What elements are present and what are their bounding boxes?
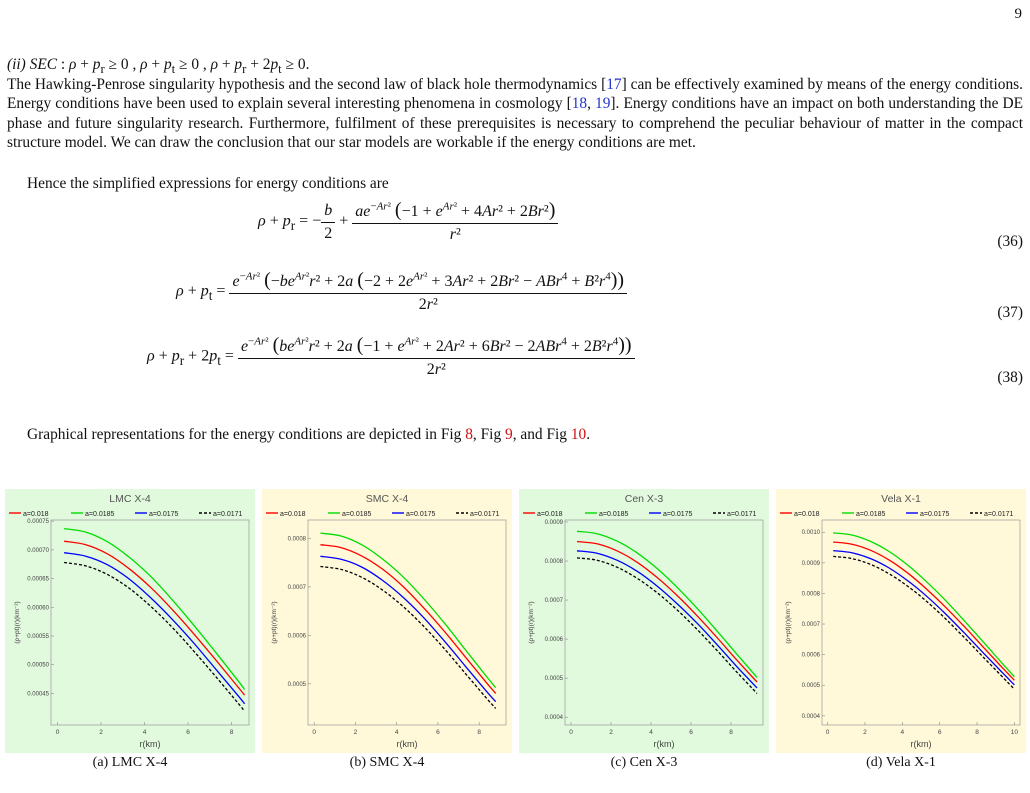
y-axis-label: (ρ+pt)(r)(km⁻²) — [528, 601, 535, 644]
equation-36: $\rho + p_r$ = − $\frac{b}{2}$ + $\frac{ae^{-Ar^2} (-1 + e^{Ar^2} + 4Ar^2 + 2Br^2)}{\text{r²}}$ — [258, 200, 558, 244]
simplified-expressions-intro: Hence the simplified expressions for energy conditions are — [27, 175, 389, 192]
y-axis-label: (ρ+pt)(r)(km⁻²) — [271, 601, 278, 644]
x-axis-label: r(km) — [910, 739, 932, 749]
legend-label: a=0.0171 — [470, 511, 500, 518]
legend-label: a=0.0171 — [984, 511, 1014, 518]
y-tick-label: 0.0005 — [801, 683, 820, 690]
graphical-representation-sentence: Graphical representations for the energy conditions are depicted in Fig 8, Fig 9, and Fig 10. — [27, 426, 591, 443]
x-tick-label: 8 — [975, 729, 979, 736]
y-axis-label: (ρ+pt)(r)(km⁻²) — [785, 601, 792, 644]
x-tick-label: 4 — [394, 729, 399, 736]
caption-cen-x3: (c) Cen X-3 — [610, 755, 678, 770]
x-tick-label: 4 — [649, 729, 653, 736]
x-tick-label: 6 — [689, 729, 693, 736]
x-tick-label: 0 — [55, 729, 60, 736]
chart-cen-x3 — [519, 489, 769, 753]
chart-title: LMC X-4 — [109, 493, 151, 505]
equation-38: $\rho + p_r + 2p_t$ = $e^{-Ar^2}$ ($be^{Ar^2}r^2 + 2a$ $(-1 + e^{Ar^2} + 2Ar^2 + 6Br^2 - 2ABr^4 + 2B^2r^4)$) 2r² — [147, 335, 635, 379]
figure-panel-vela-x1 — [776, 489, 1026, 770]
legend-label: a=0.018 — [280, 511, 306, 518]
y-tick-label: 0.00050 — [27, 662, 49, 669]
y-tick-label: 0.0006 — [544, 637, 563, 644]
x-tick-label: 6 — [186, 729, 190, 736]
legend-label: a=0.0185 — [856, 511, 886, 518]
energy-conditions-paragraph: The Hawking-Penrose singularity hypothesis and the second law of black hole thermodynamics [17] can be effectively examined by means of the energy conditions. Energy conditions have been used to explain several interesting phenomena in cosmology [18, 19]. Energy conditions have an impact on both understanding the DE phase and future singularity research. Furthermore, fulfilment of these prerequisites is necessary to comprehend the peculiar behaviour of matter in the compact structure model. We can draw the conclusion that our star models are workable if the energy conditions are met. — [7, 76, 1024, 152]
y-tick-label: 0.0006 — [287, 633, 306, 640]
chart-background — [519, 489, 769, 753]
y-tick-label: 0.00060 — [27, 605, 49, 612]
chart-title: Cen X-3 — [624, 493, 664, 505]
legend-label: a=0.0175 — [149, 511, 179, 518]
y-tick-label: 0.0008 — [544, 559, 563, 565]
y-tick-label: 0.0007 — [287, 584, 306, 591]
legend-label: a=0.018 — [23, 511, 49, 518]
x-tick-label: 6 — [937, 729, 942, 736]
legend-label: a=0.0175 — [663, 511, 693, 518]
x-tick-label: 10 — [1010, 729, 1019, 736]
y-tick-label: 0.00045 — [27, 691, 49, 698]
x-axis-label: r(km) — [139, 739, 161, 749]
figure-ref-10[interactable]: 10 — [570, 426, 587, 443]
figure-panel-smc-x4 — [262, 489, 512, 770]
equation-37: $\rho + p_t$ = $e^{-Ar^2}$ ($-be^{Ar^2}r^2 + 2a$ $(-2 + 2e^{Ar^2} + 3Ar^2 + 2Br^2 - ABr^4 + B^2r^4)$) 2r² — [176, 270, 627, 314]
figure-panel-lmc-x4 — [5, 489, 255, 770]
legend-label: a=0.018 — [794, 511, 820, 518]
caption-lmc-x4: (a) LMC X-4 — [92, 755, 168, 770]
caption-vela-x1: (d) Vela X-1 — [866, 755, 936, 770]
x-tick-label: 0 — [312, 729, 316, 736]
y-tick-label: 0.0007 — [801, 622, 820, 629]
legend-label: a=0.0175 — [406, 511, 436, 518]
y-tick-label: 0.00075 — [27, 519, 49, 526]
chart-background — [262, 489, 512, 753]
x-tick-label: 8 — [477, 729, 481, 736]
legend-label: a=0.0171 — [727, 511, 757, 518]
y-tick-label: 0.0009 — [801, 560, 820, 567]
chart-lmc-x4 — [5, 489, 255, 753]
x-axis-label: r(km) — [653, 739, 675, 749]
x-tick-label: 8 — [729, 729, 733, 736]
x-tick-label: 0 — [825, 729, 830, 736]
y-tick-label: 0.0010 — [801, 530, 820, 537]
x-tick-label: 4 — [900, 729, 905, 736]
y-tick-label: 0.00055 — [27, 633, 49, 640]
sec-conditions: $\rho + p_r \ge 0$ , $\rho + p_t \ge 0$ , $\rho + p_r + 2p_t \ge 0$. — [69, 56, 310, 77]
x-tick-label: 2 — [609, 729, 613, 736]
caption-smc-x4: (b) SMC X-4 — [349, 755, 425, 770]
legend-label: a=0.0171 — [213, 511, 243, 518]
equation-number-38: (38) — [997, 369, 1023, 386]
legend-label: a=0.018 — [537, 511, 563, 518]
legend-label: a=0.0185 — [342, 511, 372, 518]
page-number: 9 — [1014, 6, 1022, 22]
legend-label: a=0.0175 — [920, 511, 950, 518]
figure-panel-cen-x3 — [519, 489, 769, 770]
chart-vela-x1 — [776, 489, 1026, 753]
y-tick-label: 0.0005 — [287, 681, 306, 688]
x-axis-label: r(km) — [396, 739, 418, 749]
citation-17[interactable]: 17 — [606, 76, 622, 93]
y-tick-label: 0.00070 — [27, 547, 49, 554]
figure-ref-9[interactable]: 9 — [505, 426, 513, 443]
x-tick-label: 8 — [229, 729, 234, 736]
x-tick-label: 2 — [353, 729, 358, 736]
x-tick-label: 4 — [142, 729, 147, 736]
y-tick-label: 0.0004 — [801, 713, 820, 720]
figure-ref-8[interactable]: 8 — [465, 426, 473, 443]
equation-number-36: (36) — [997, 233, 1023, 250]
chart-title: SMC X-4 — [365, 493, 409, 505]
y-tick-label: 0.0005 — [544, 676, 563, 683]
sec-prefix: (ii) SEC : — [7, 56, 66, 73]
x-tick-label: 6 — [436, 729, 440, 736]
y-tick-label: 0.0008 — [801, 591, 820, 598]
y-axis-label: (ρ+pt)(r)(km⁻²) — [14, 601, 21, 644]
legend-label: a=0.0185 — [599, 511, 629, 518]
y-tick-label: 0.0009 — [544, 519, 563, 526]
y-tick-label: 0.0004 — [544, 715, 563, 722]
chart-title: Vela X-1 — [881, 493, 921, 505]
chart-background — [5, 489, 255, 753]
x-tick-label: 2 — [863, 729, 867, 736]
citation-18[interactable]: 18 — [571, 95, 588, 113]
citation-19[interactable]: 19 — [595, 95, 611, 113]
legend-label: a=0.0185 — [85, 511, 115, 518]
x-tick-label: 2 — [99, 729, 103, 736]
y-tick-label: 0.0006 — [801, 652, 820, 659]
y-tick-label: 0.0008 — [287, 536, 306, 543]
equation-number-37: (37) — [997, 304, 1023, 321]
y-tick-label: 0.0007 — [544, 598, 563, 605]
chart-smc-x4 — [262, 489, 512, 753]
x-tick-label: 0 — [569, 729, 573, 736]
y-tick-label: 0.00065 — [27, 576, 49, 583]
